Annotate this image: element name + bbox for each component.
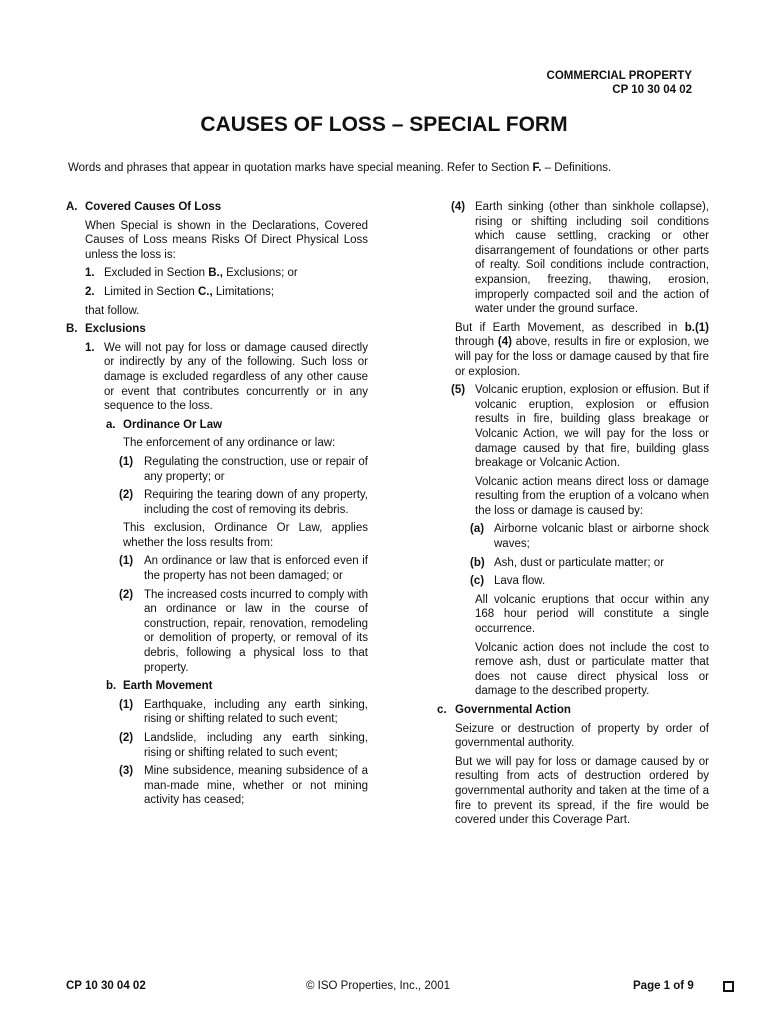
volcanic-sub-c: (c) Lava flow. [470, 575, 546, 588]
section-a-body: When Special is shown in the Declarations, Covered Causes of Loss means Risks Of Direct Physical Loss unless the loss is: [85, 219, 368, 261]
footer-copyright: © ISO Properties, Inc., 2001 [306, 980, 450, 992]
ordinance-note: This exclusion, Ordinance Or Law, applies whether the loss results from: [123, 522, 368, 549]
volcanic-occurrence: All volcanic eruptions that occur within any 168 hour period will constitute a single occurrence. [475, 593, 709, 636]
section-a-tail: that follow. [85, 304, 140, 317]
volcanic-definition: Volcanic action means direct loss or damage resulting from the eruption of a volcano when the loss or damage is caused by: [475, 475, 709, 517]
governmental-p2: But we will pay for loss or damage caused by or resulting from acts of destruction ordered by governmental authority and taken at the time of a fire to prevent its spread, if the fire would be covered under this Coverage Part. [455, 755, 709, 827]
governmental-heading: c. Governmental Action [437, 704, 571, 716]
volcanic-item-5: (5) Volcanic eruption, explosion or effusion. But if volcanic eruption, explosion or effusion results in fire, building glass breakage or Volcanic Action, we will pay for the loss or damage caused by that fire, building glass breakage or Volcanic Action. [451, 384, 709, 470]
ordinance-intro: The enforcement of any ordinance or law: [123, 437, 336, 450]
earth-movement-item-4: (4) Earth sinking (other than sinkhole collapse), rising or shifting including soil conditions which cause settling, cracking or other disarrangement of foundations or other parts of realty. Soil conditions include contraction, expansion, freezing, thawing, erosion, improperly compacted soil and the action of water under the ground surface. [451, 201, 709, 316]
left-column [66, 200, 368, 812]
earth-movement-item-3: (3) Mine subsidence, meaning subsidence of a man-made mine, whether or not mining activity has ceased; [119, 765, 368, 807]
ordinance-applies-2: (2) The increased costs incurred to comply with an ordinance or law in the course of construction, repair, renovation, remodeling or demolition of property, or removal of its debris, following a physical loss to that property. [119, 588, 368, 674]
section-a-item-1: 1. Excluded in Section B., Exclusions; or [85, 267, 298, 280]
volcanic-exclusion: Volcanic action does not include the cost to remove ash, dust or particulate matter that does not cause direct physical loss or damage to the described property. [475, 641, 709, 698]
volcanic-sub-a: (a) Airborne volcanic blast or airborne shock waves; [470, 523, 709, 551]
volcanic-sub-b: (b) Ash, dust or particulate matter; or [470, 556, 665, 569]
section-b-heading: B. Exclusions [66, 323, 146, 336]
governmental-p1: Seizure or destruction of property by order of governmental authority. [455, 722, 709, 750]
footer-form-number: CP 10 30 04 02 [66, 980, 146, 992]
right-column [407, 200, 709, 832]
earth-movement-but: But if Earth Movement, as described in b.(1) through (4) above, results in fire or explosion, we will pay for the loss or damage caused by that fire or explosion. [455, 321, 709, 378]
page-title: CAUSES OF LOSS – SPECIAL FORM [200, 113, 568, 136]
form-header [547, 69, 692, 97]
footer-page-number: Page 1 of 9 [633, 980, 694, 992]
ordinance-heading: a. Ordinance Or Law [106, 418, 223, 431]
ordinance-item-2: (2) Requiring the tearing down of any property, including the cost of removing its debris. [119, 489, 368, 516]
header-form-number: CP 10 30 04 02 [612, 84, 692, 96]
header-line-1: COMMERCIAL PROPERTY [546, 70, 692, 82]
ordinance-item-1: (1) Regulating the construction, use or repair of any property; or [119, 455, 368, 483]
exclusion-item-1: 1. We will not pay for loss or damage caused directly or indirectly by any of the following. Such loss or damage is excluded regardless of any other cause or event that contributes concurrently or in any sequence to the loss. [85, 341, 368, 413]
earth-movement-item-2: (2) Landslide, including any earth sinking, rising or shifting related to such event; [119, 732, 368, 759]
earth-movement-heading: b. Earth Movement [106, 680, 213, 693]
ordinance-applies-1: (1) An ordinance or law that is enforced even if the property has not been damaged; or [119, 555, 368, 583]
section-a-item-2: 2. Limited in Section C., Limitations; [85, 285, 275, 298]
footer-square-icon [723, 981, 734, 992]
intro-paragraph: Words and phrases that appear in quotation marks have special meaning. Refer to Section F. – Definitions. [68, 162, 612, 174]
section-a-heading: A. Covered Causes Of Loss [66, 201, 222, 213]
earth-movement-item-1: (1) Earthquake, including any earth sinking, rising or shifting related to such event; [119, 698, 368, 726]
